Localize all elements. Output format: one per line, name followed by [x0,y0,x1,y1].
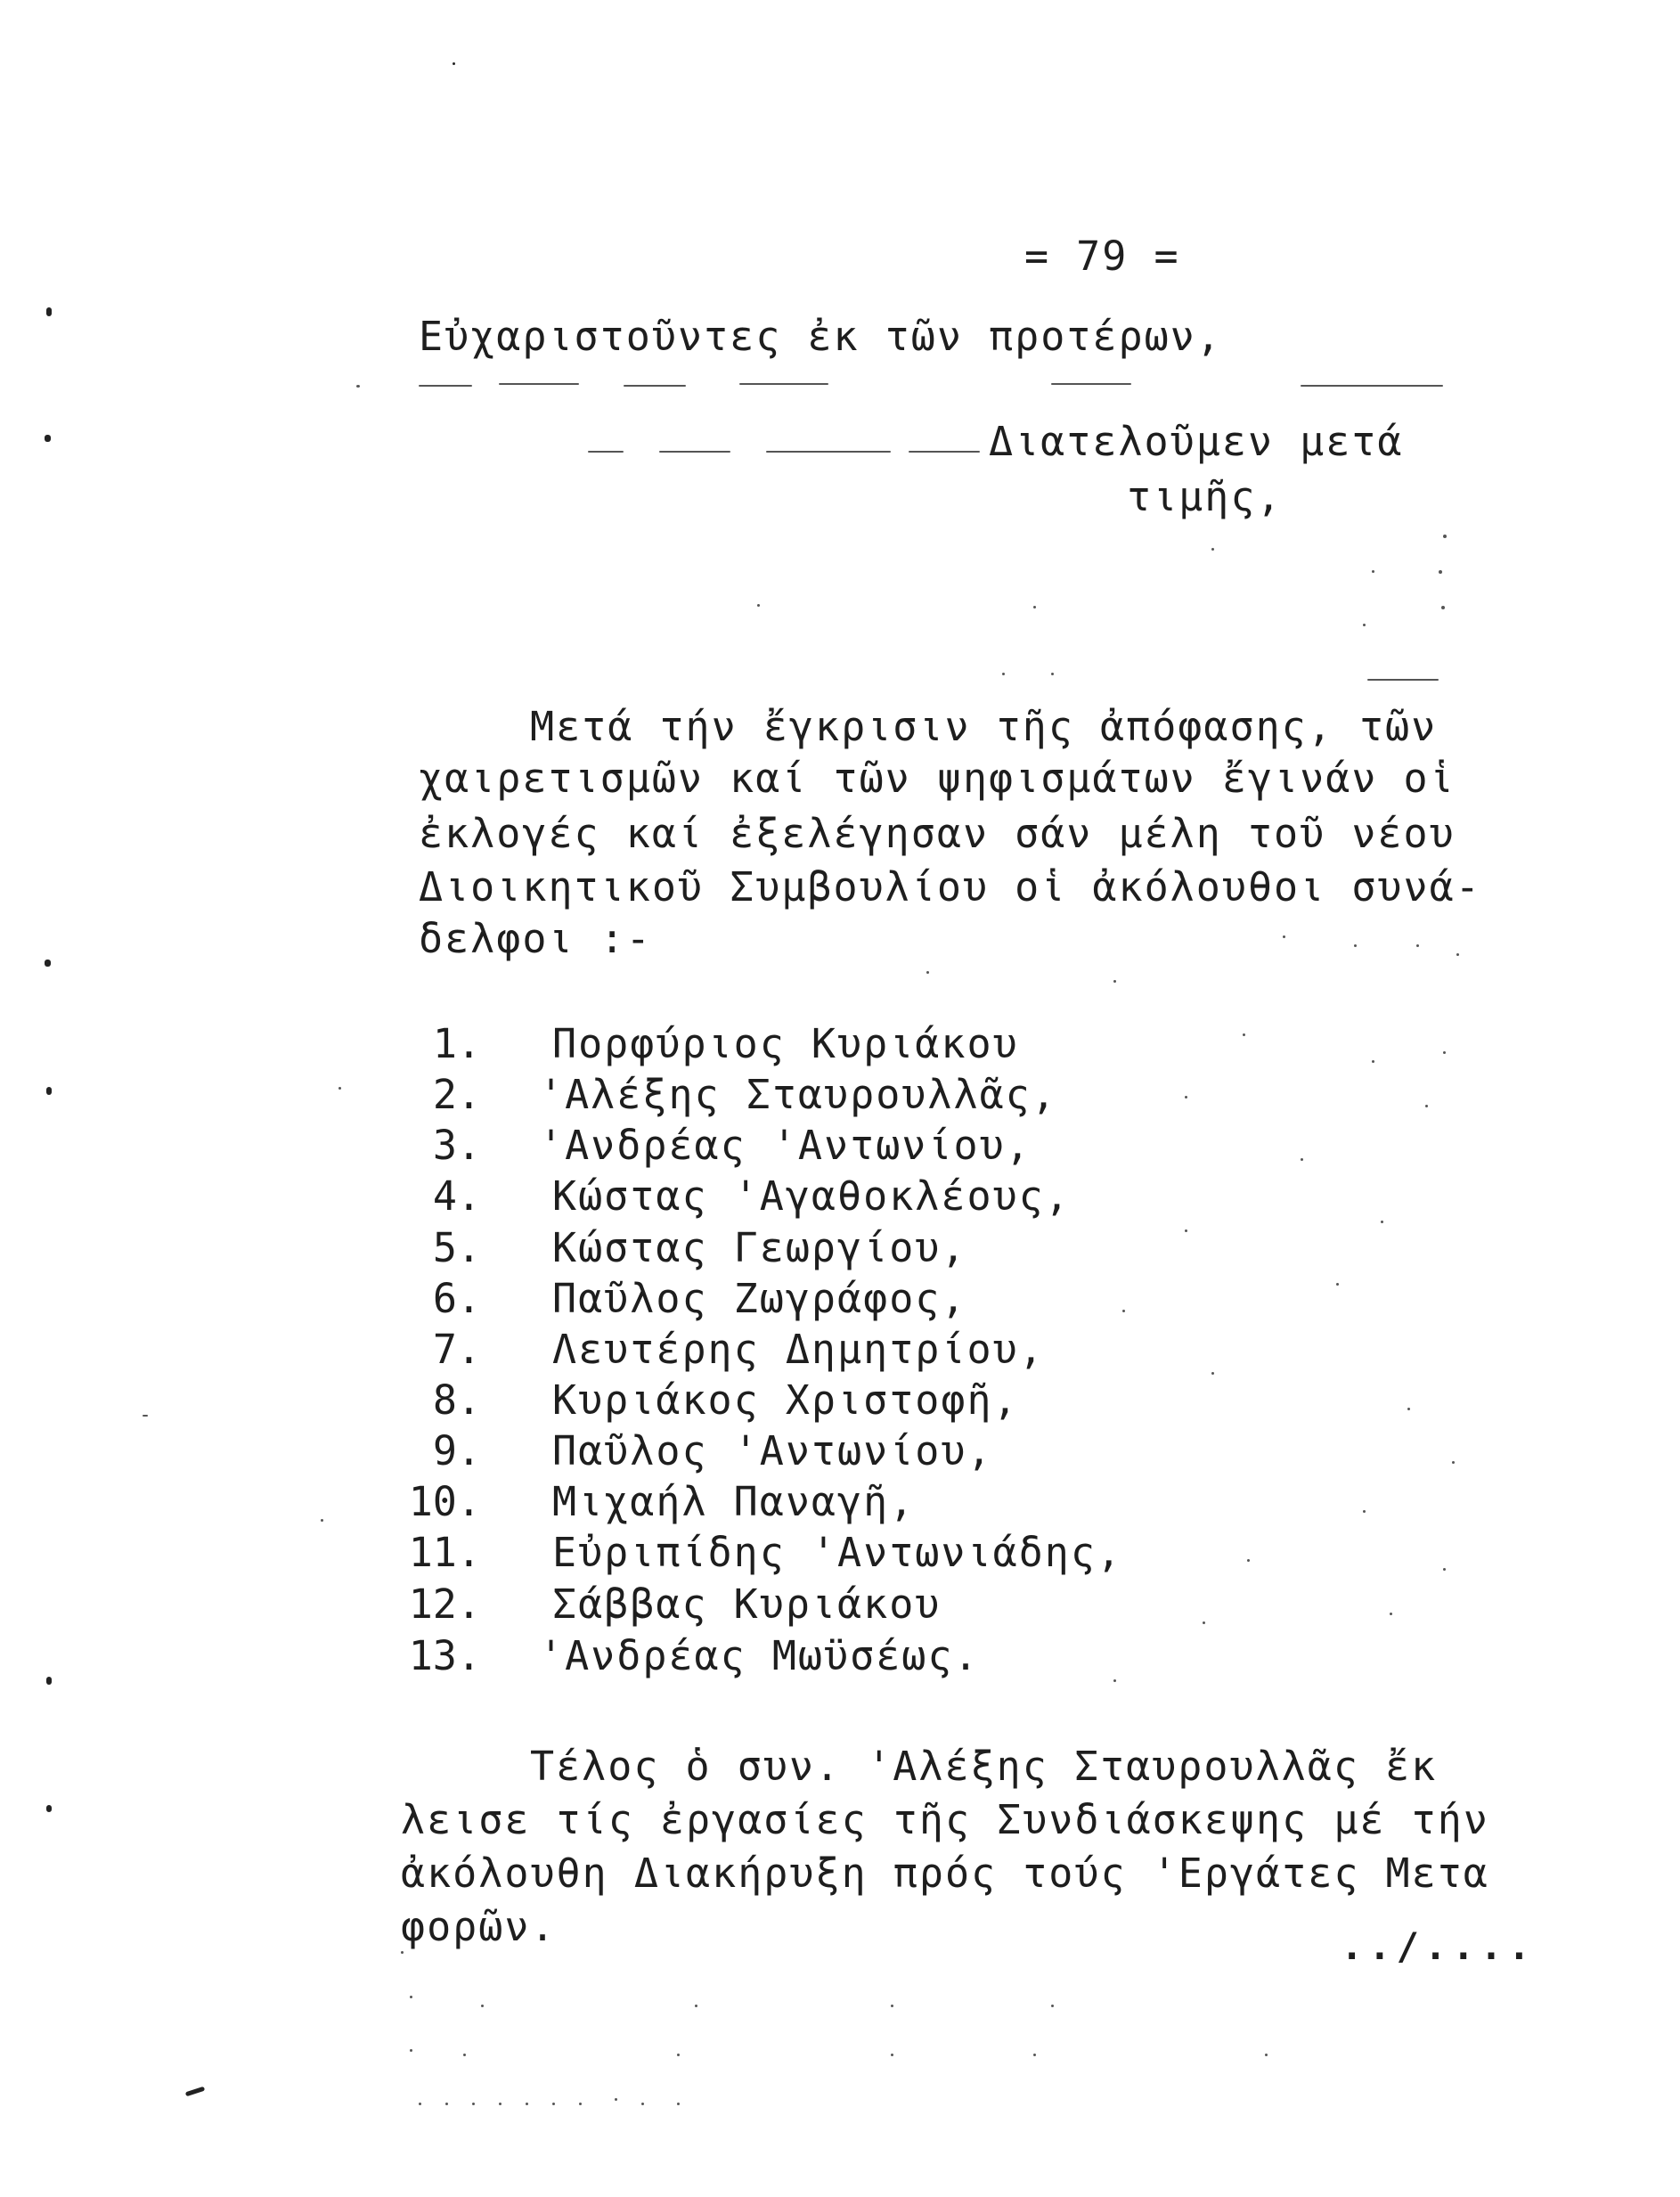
scan-speck [1425,1105,1428,1107]
scan-speck [1265,2054,1268,2056]
list-item-name: Κώστας 'Αγαθοκλέους, [552,1172,1071,1220]
scan-speck [926,971,929,974]
scan-speck [1367,679,1439,681]
scan-speck [463,2054,466,2056]
scan-speck [1243,1033,1245,1036]
list-item-name: 'Ανδρέας 'Αντωνίου, [539,1122,1032,1169]
scan-speck [588,451,624,453]
paragraph-line: δελφοι :- [419,915,652,962]
scan-speck [481,2005,484,2007]
scan-speck [401,1951,404,1954]
margin-mark [46,1677,52,1685]
scan-speck [1443,1051,1446,1054]
list-item-name: Κυριάκος Χριστοφῆ, [552,1376,1019,1424]
scan-speck [445,2103,448,2105]
margin-mark [45,435,51,442]
scan-speck [1185,1229,1187,1232]
margin-mark [453,62,455,65]
scan-speck [499,383,579,385]
scan-speck [1211,1372,1214,1375]
scan-speck [641,2103,644,2105]
scan-speck [143,1415,148,1417]
paragraph-line: Διοικητικοῦ Συμβουλίου οἱ ἀκόλουθοι συνά- [419,863,1481,911]
scan-speck [1301,1158,1303,1161]
scan-speck [757,604,760,607]
list-item-name: Σάββας Κυριάκου [552,1580,942,1628]
scan-speck [1051,2005,1054,2007]
continuation-mark: ../.... [1341,1924,1537,1968]
scan-speck [1051,673,1054,675]
scan-speck [1443,535,1447,538]
paragraph-line: Μετά τήν ἔγκρισιν τῆς ἀπόφασης, τῶν [530,703,1438,750]
list-item-name: Εὐριπίδης 'Αντωνιάδης, [552,1529,1123,1576]
scan-speck [659,451,730,453]
list-item-number: 6. [432,1275,481,1322]
scan-speck [1441,606,1445,609]
scan-speck [1336,1283,1339,1286]
scan-speck [1113,980,1116,983]
scan-speck [1301,385,1443,387]
scan-speck [1113,1679,1116,1682]
margin-mark [45,960,51,967]
margin-mark [46,1805,52,1812]
scan-speck [472,2103,475,2105]
list-item-number: 1. [432,1020,481,1067]
scan-speck [410,1996,412,1998]
scan-speck [1381,1221,1383,1223]
closing-remain-line2: τιμῆς, [1127,473,1283,520]
scan-speck [419,2103,421,2105]
scan-speck [1372,570,1374,573]
list-item-number: 12. [408,1580,481,1628]
scan-speck [1211,548,1214,551]
scan-speck [1372,1060,1374,1063]
paragraph-line: ἐκλογές καί ἐξελέγησαν σάν μέλη τοῦ νέου [419,810,1456,857]
margin-mark [46,307,52,316]
scan-speck [1443,1568,1446,1571]
list-item-number: 13. [408,1632,481,1679]
margin-mark [46,1087,52,1095]
scan-speck [909,451,980,453]
closing-remain-line1: Διατελοῦμεν μετά [989,418,1404,465]
list-item-number: 8. [432,1376,481,1424]
scan-speck [419,385,472,387]
list-item-name: Παῦλος Ζωγράφος, [552,1275,967,1322]
scan-speck [1122,1310,1125,1312]
list-item-number: 7. [432,1326,481,1373]
paragraph-line: λεισε τίς ἐργασίες τῆς Συνδιάσκεψης μέ τήν [401,1796,1489,1843]
scan-speck [1416,944,1419,947]
list-item-number: 9. [432,1427,481,1474]
closing-thanks: Εὐχαριστοῦντες ἐκ τῶν προτέρων, [419,313,1222,360]
scan-speck [1033,606,1036,608]
scan-speck [739,383,828,385]
scan-speck [1407,1408,1410,1410]
scan-speck [1390,1613,1392,1615]
list-item-number: 5. [432,1224,481,1271]
scan-speck [1185,1096,1187,1098]
scan-speck [624,385,686,387]
list-item-name: Κώστας Γεωργίου, [552,1224,967,1271]
scan-speck [615,2098,617,2101]
paragraph-line: χαιρετισμῶν καί τῶν ψηφισμάτων ἔγινάν οἱ [419,755,1456,802]
list-item-number: 11. [408,1529,481,1576]
scan-speck [1354,944,1357,947]
scan-speck [1033,2054,1036,2056]
scan-speck [1456,953,1459,956]
list-item-number: 10. [408,1478,481,1525]
scan-speck [891,2054,893,2056]
list-item-name: Πορφύριος Κυριάκου [552,1020,1019,1067]
list-item-number: 2. [432,1071,481,1118]
scan-speck [1002,673,1005,675]
scan-speck [321,1519,323,1522]
scan-speck [1363,624,1366,626]
scan-speck [338,1087,341,1090]
scan-speck [1247,1559,1250,1562]
scan-speck [410,2049,412,2052]
paragraph-line: ἀκόλουθη Διακήρυξη πρός τούς 'Εργάτες Μετα [401,1850,1489,1897]
scan-speck [526,2103,528,2105]
scan-speck [1051,383,1131,385]
scan-speck [552,2103,555,2105]
list-item-name: Παῦλος 'Αντωνίου, [552,1427,993,1474]
scan-speck [579,2103,582,2105]
margin-mark [185,2087,205,2097]
list-item-number: 4. [432,1172,481,1220]
scan-speck [1203,1621,1205,1624]
scan-speck [1363,1510,1366,1513]
list-item-number: 3. [432,1122,481,1169]
list-item-name: 'Ανδρέας Μωϋσέως. [539,1632,980,1679]
scan-speck [677,2054,680,2056]
scan-speck [1452,1461,1455,1464]
scan-speck [356,385,360,388]
paragraph-line: Τέλος ὁ συν. 'Αλέξης Σταυρουλλᾶς ἔκ [530,1743,1438,1790]
scan-speck [1439,570,1442,574]
scan-speck [891,2005,893,2007]
scan-speck [1283,935,1285,938]
scan-speck [677,2103,680,2105]
paragraph-line: φορῶν. [401,1903,557,1950]
page-number: = 79 = [1024,233,1180,280]
list-item-name: 'Αλέξης Σταυρουλλᾶς, [539,1071,1057,1118]
scan-speck [766,451,891,453]
scan-speck [499,2103,502,2105]
scan-speck [695,2005,697,2007]
list-item-name: Μιχαήλ Παναγῆ, [552,1478,916,1525]
list-item-name: Λευτέρης Δημητρίου, [552,1326,1045,1373]
